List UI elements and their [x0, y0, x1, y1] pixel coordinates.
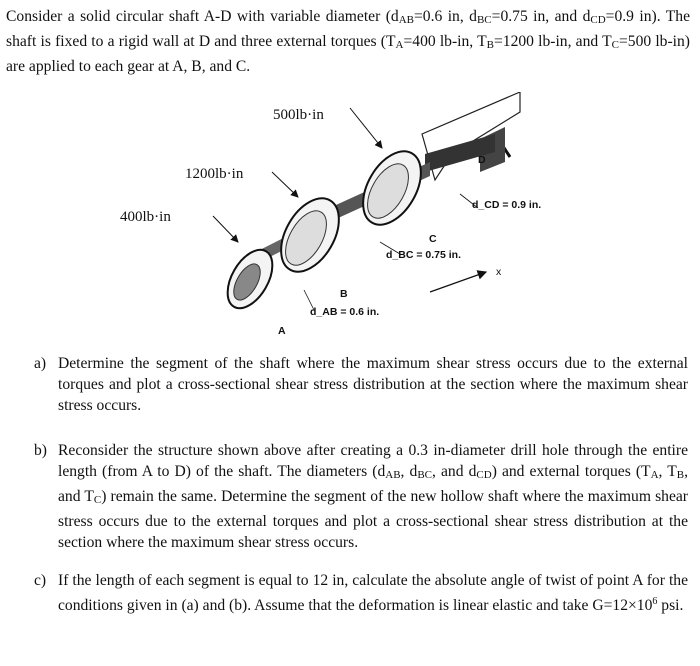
point-d-label: D [478, 154, 486, 166]
dim-cd-label: d_CD = 0.9 in. [472, 199, 542, 211]
gear-b [269, 188, 351, 281]
x-axis-label: x [496, 266, 502, 278]
question-b-marker: b) [34, 442, 47, 459]
point-a-label: A [278, 325, 286, 337]
torque-c-label: 500lb·in [273, 107, 324, 123]
problem-intro: Consider a solid circular shaft A-D with variable diameter (dAB=0.6 in, dBC=0.75 in, and dCD=0.9 in). The shaft is fixed to a rigid wall at D and three external torques (TA=400 lb-in, TB=1200 lb-in, and TC=500 lb-in) are applied to each gear at A, B, and C. [6, 8, 690, 75]
dim-bc-label: d_BC = 0.75 in. [386, 249, 461, 261]
question-b-text: Reconsider the structure shown above after creating a 0.3 in-diameter drill hole through the entire length (from A to D) of the shaft. The diameters (dAB, dBC, and dCD) and external torques (TA, TB, and TC) remain the same. Determine the segment of the new hollow shaft where the maximum shear stress occurs due to the external torques and plot a cross-sectional shear stress distribution at the section where the maximum shear stress occurs. [58, 442, 689, 551]
dim-ab-label: d_AB = 0.6 in. [310, 306, 380, 318]
shaft-figure [100, 92, 580, 342]
question-a-marker: a) [34, 355, 47, 372]
torque-b-label: 1200lb·in [185, 166, 244, 182]
question-c [34, 570, 688, 616]
question-b [34, 440, 689, 553]
question-a-text: Determine the segment of the shaft where the maximum shear stress occurs due to the external torques and plot a cross-sectional shear stress distribution at the section where the maximum shear stress occurs. [58, 355, 688, 414]
torque-a-label: 400lb·in [120, 209, 171, 225]
question-a [34, 353, 688, 416]
gear-c [351, 141, 433, 234]
point-b-label: B [340, 288, 348, 300]
question-c-text: If the length of each segment is equal to 12 in, calculate the absolute angle of twist of point A for the conditions given in (a) and (b). Assume that the deformation is linear elastic and take $G=12\times 10^6$ psi. [58, 572, 688, 614]
point-c-label: C [429, 233, 437, 245]
question-c-marker: c) [34, 572, 47, 589]
x-axis-arrow [430, 272, 486, 292]
